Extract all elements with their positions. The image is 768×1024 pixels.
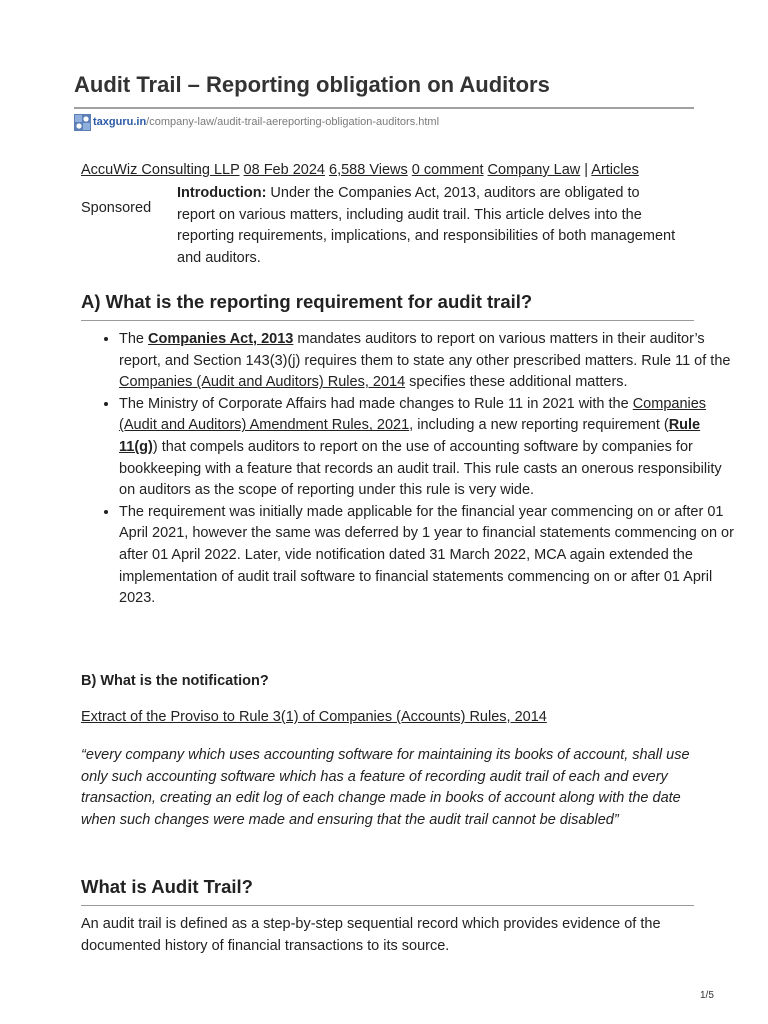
section-c-heading: What is Audit Trail? [81,876,253,897]
url-path: /company-law/audit-trail-aereporting-obligation-auditors.html [146,116,440,128]
section-a-heading: A) What is the reporting requirement for audit trail? [81,291,533,312]
section-c-divider [81,905,694,906]
title-divider [74,107,694,109]
sponsored-label: Sponsored [81,200,152,216]
bullet-text: mandates auditors to report on various matters in their auditor’s report, and Section 143(3)(j) requires them to state any other prescribed matters. Rule 11 of the [119,331,731,369]
bullet-text: The [119,331,149,347]
section-a-divider [81,320,694,321]
intro-text: Under the Companies Act, 2013, auditors are obligated to report on various matters, including audit trail. This article delves into the reporting requirements, implications, and responsibilities of both management and auditors. [177,185,676,266]
notification-quote: “every company which uses accounting software for maintaining its books of account, shall use only such accounting software which has a feature of recording audit trail of each and every transaction, creating an edit log of each change made in books of account along with the date when such changes were made and ensuring that the audit trail cannot be disabled” [81,747,690,828]
author-link[interactable]: AccuWiz Consulting LLP [81,162,240,178]
companies-act-link[interactable]: Companies Act, 2013 [148,331,294,347]
section-b-heading: B) What is the notification? [81,673,269,689]
extract-link[interactable]: Extract of the Proviso to Rule 3(1) of Companies (Accounts) Rules, 2014 [81,709,547,725]
requirement-list [81,329,739,610]
list-item [119,394,739,502]
article-title: Audit Trail – Reporting obligation on Auditors [74,72,550,97]
url-domain: taxguru.in [93,116,147,128]
bullet-text: The Ministry of Corporate Affairs had made changes to Rule 11 in 2021 with the [119,395,633,412]
source-url[interactable] [74,113,439,131]
list-item: • The requirement was initially made applicable for the financial year commencing on or after 01 April 2021, however the same was deferred by 1 year to financial statements commencing on or after 01 April 2022. Later, vide notification dated 31 March 2022, MCA again extended the implementation of audit trail software to financial statements commencing on or after 01 April 2023. [119,502,739,610]
audit-trail-definition: An audit trail is defined as a step-by-step sequential record which provides evidence of the documented history of financial transactions to its source. [81,916,661,954]
taxguru-favicon-icon [74,114,91,131]
intro-label: Introduction: [177,185,267,201]
list-item [119,329,739,394]
articles-link[interactable]: Articles [591,162,639,178]
rule-11g-link[interactable]: Rule 11(g) [119,417,701,455]
bullet-text: , including a new reporting requirement ( [409,417,669,434]
views-link[interactable]: 6,588 Views [329,162,408,178]
meta-separator: | [584,162,589,178]
bullet-text: ) that compels auditors to report on the use of accounting software by companies for bookkeeping with a feature that records an audit trail. This rule casts an onerous responsibility on auditors as the scope of reporting under this rule is very wide. [119,438,722,499]
intro-paragraph [177,183,677,269]
audit-rules-2014-link[interactable]: Companies (Audit and Auditors) Rules, 2014 [119,374,406,391]
amendment-rules-2021-link[interactable]: Companies (Audit and Auditors) Amendment Rules, 2021 [119,395,707,434]
article-meta [81,162,639,178]
bullet-text: specifies these additional matters. [405,374,628,391]
category-link[interactable]: Company Law [487,162,581,178]
comments-link[interactable]: 0 comment [411,162,484,178]
date-link[interactable]: 08 Feb 2024 [243,162,325,178]
page-number: 1/5 [700,990,714,1001]
